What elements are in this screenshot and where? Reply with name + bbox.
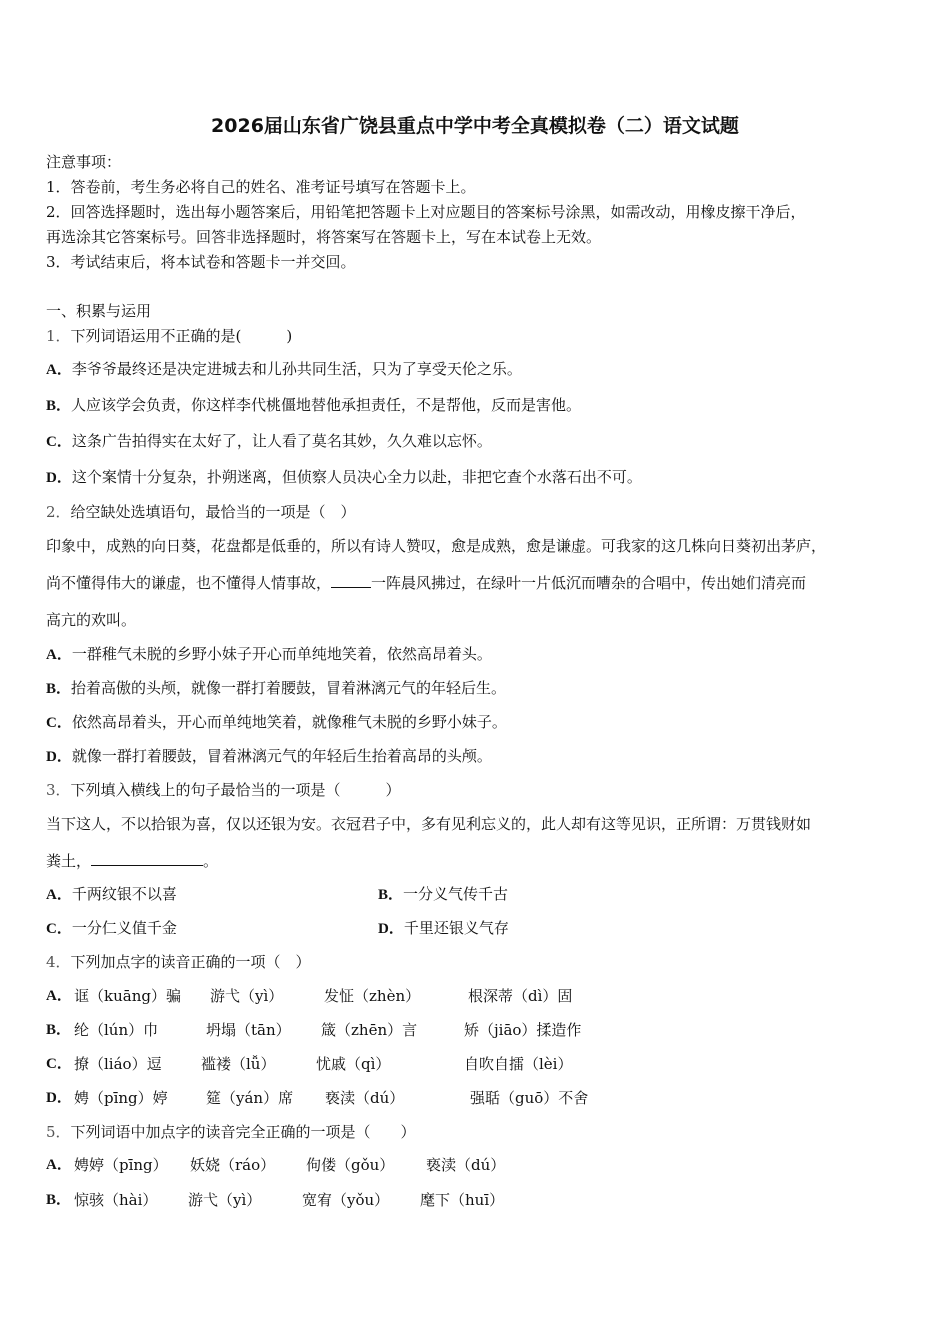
passage-text: 粪土， bbox=[46, 852, 92, 870]
option-d bbox=[46, 746, 492, 767]
option-c bbox=[46, 712, 507, 733]
option-text: 这个案情十分复杂，扑朔迷离，但侦察人员决心全力以赴，非把它查个水落石出不可。 bbox=[71, 468, 642, 486]
pinyin-word: 纶（lún）巾 bbox=[74, 1021, 159, 1039]
option-letter: A． bbox=[46, 988, 72, 1004]
pinyin-word: 矫（jiāo）揉造作 bbox=[464, 1021, 582, 1039]
notice-item: 2．回答选择题时，选出每小题答案后，用铅笔把答题卡上对应题目的答案标号涂黑，如需改动，用橡皮擦干净后， bbox=[46, 203, 806, 221]
question-4-stem bbox=[46, 952, 311, 972]
pinyin-word: 褴褛（lǚ） bbox=[201, 1055, 276, 1073]
answer-blank bbox=[91, 851, 203, 866]
pinyin-word: 妖娆（ráo） bbox=[190, 1156, 276, 1174]
question-text: 给空缺处选填语句，最恰当的一项是（ ） bbox=[70, 503, 356, 521]
passage-line: 当下这人，不以拾银为喜，仅以还银为安。衣冠君子中，多有见利忘义的，此人却有这等见识，正所谓：万贯钱财如 bbox=[46, 815, 812, 833]
passage-line bbox=[46, 851, 218, 871]
question-text: 下列词语运用不正确的是( ) bbox=[70, 327, 293, 345]
option-text: 李爷爷最终还是决定进城去和儿孙共同生活，只为了享受天伦之乐。 bbox=[71, 360, 522, 378]
pinyin-word: 撩（liáo）逗 bbox=[74, 1055, 162, 1073]
option-letter: A． bbox=[46, 362, 72, 378]
option-text: 这条广告拍得实在太好了，让人看了莫名其妙，久久难以忘怀。 bbox=[71, 432, 492, 450]
pinyin-word: 忧戚（qì） bbox=[316, 1055, 391, 1073]
option-letter: B． bbox=[46, 681, 72, 697]
option-letter: A． bbox=[46, 887, 72, 903]
passage-line: 高亢的欢叫。 bbox=[46, 611, 137, 629]
option-letter: C． bbox=[46, 1056, 72, 1072]
passage-text: 一阵晨风拂过，在绿叶一片低沉而嘈杂的合唱中，传出她们清亮而 bbox=[371, 574, 807, 592]
option-letter: D． bbox=[46, 1090, 72, 1106]
option-letter: A． bbox=[46, 647, 72, 663]
question-number: 5． bbox=[46, 1123, 71, 1141]
option-letter: B． bbox=[46, 1022, 72, 1038]
option-a bbox=[46, 884, 177, 905]
option-letter: D． bbox=[378, 921, 404, 937]
page-title: 2026届山东省广饶县重点中学中考全真模拟卷（二）语文试题 bbox=[211, 115, 739, 137]
pinyin-word: 麾下（huī） bbox=[420, 1191, 505, 1209]
pinyin-word: 发怔（zhèn） bbox=[324, 987, 421, 1005]
pinyin-word: 宽宥（yǒu） bbox=[302, 1191, 390, 1209]
question-number: 1． bbox=[46, 327, 71, 345]
notice-item: 3．考试结束后，将本试卷和答题卡一并交回。 bbox=[46, 253, 356, 271]
question-text: 下列加点字的读音正确的一项（ ） bbox=[70, 953, 311, 971]
pinyin-word: 自吹自擂（lèi） bbox=[464, 1055, 573, 1073]
option-letter: D． bbox=[46, 749, 72, 765]
option-letter: C． bbox=[46, 921, 72, 937]
option-c bbox=[46, 431, 492, 452]
option-c bbox=[46, 918, 177, 939]
pinyin-word: 惊骇（hài） bbox=[74, 1191, 158, 1209]
option-b bbox=[378, 884, 508, 905]
question-2-stem bbox=[46, 502, 356, 522]
pinyin-word: 娉（pīng）婷 bbox=[74, 1089, 168, 1107]
pinyin-word: 筵（yán）席 bbox=[206, 1089, 294, 1107]
passage-line bbox=[46, 573, 806, 593]
pinyin-word: 亵渎（dú） bbox=[426, 1156, 506, 1174]
section-heading: 一、积累与运用 bbox=[46, 302, 152, 320]
pinyin-word: 根深蒂（dì）固 bbox=[468, 987, 573, 1005]
pinyin-word: 游弋（yì） bbox=[188, 1191, 262, 1209]
option-letter: B． bbox=[46, 1192, 72, 1208]
pinyin-word: 坍塌（tān） bbox=[206, 1021, 291, 1039]
notice-item: 1．答卷前，考生务必将自己的姓名、准考证号填写在答题卡上。 bbox=[46, 178, 476, 196]
question-number: 2． bbox=[46, 503, 71, 521]
pinyin-word: 娉婷（pīng） bbox=[74, 1156, 168, 1174]
question-1-stem bbox=[46, 326, 292, 346]
option-text: 抬着高傲的头颅，就像一群打着腰鼓，冒着淋漓元气的年轻后生。 bbox=[71, 679, 507, 697]
option-text: 就像一群打着腰鼓，冒着淋漓元气的年轻后生抬着高昂的头颅。 bbox=[71, 747, 492, 765]
option-d bbox=[378, 918, 509, 939]
option-d bbox=[46, 467, 642, 488]
pinyin-word: 游弋（yì） bbox=[210, 987, 284, 1005]
pinyin-word: 强聒（guō）不舍 bbox=[470, 1089, 589, 1107]
question-text: 下列词语中加点字的读音完全正确的一项是（ ） bbox=[70, 1123, 416, 1141]
pinyin-word: 诓（kuāng）骗 bbox=[74, 987, 181, 1005]
option-letter: B． bbox=[378, 887, 404, 903]
notice-heading: 注意事项： bbox=[46, 153, 122, 171]
question-3-stem bbox=[46, 780, 401, 800]
option-text: 千里还银义气存 bbox=[403, 919, 509, 937]
option-text: 千两纹银不以喜 bbox=[71, 885, 177, 903]
question-5-stem bbox=[46, 1122, 416, 1142]
answer-blank bbox=[331, 573, 371, 588]
question-number: 4． bbox=[46, 953, 71, 971]
option-letter: D． bbox=[46, 470, 72, 486]
question-number: 3． bbox=[46, 781, 71, 799]
question-text: 下列填入横线上的句子最恰当的一项是（ ） bbox=[70, 781, 401, 799]
notice-item: 再选涂其它答案标号。回答非选择题时，将答案写在答题卡上，写在本试卷上无效。 bbox=[46, 228, 602, 246]
option-a bbox=[46, 644, 492, 665]
option-text: 一分仁义值千金 bbox=[71, 919, 177, 937]
option-b bbox=[46, 678, 506, 699]
option-text: 一群稚气未脱的乡野小妹子开心而单纯地笑着，依然高昂着头。 bbox=[71, 645, 492, 663]
pinyin-word: 箴（zhēn）言 bbox=[321, 1021, 418, 1039]
option-letter: C． bbox=[46, 434, 72, 450]
passage-text: 尚不懂得伟大的谦虚，也不懂得人情事故， bbox=[46, 574, 332, 592]
option-text: 人应该学会负责，你这样李代桃僵地替他承担责任，不是帮他，反而是害他。 bbox=[71, 396, 582, 414]
option-text: 一分义气传千古 bbox=[403, 885, 509, 903]
passage-line: 印象中，成熟的向日葵，花盘都是低垂的，所以有诗人赞叹，愈是成熟，愈是谦虚。可我家的这几株向日葵初出茅庐， bbox=[46, 537, 827, 555]
passage-text: 。 bbox=[203, 852, 219, 870]
pinyin-word: 亵渎（dú） bbox=[325, 1089, 405, 1107]
option-b bbox=[46, 395, 581, 416]
option-a bbox=[46, 359, 522, 380]
option-letter: A． bbox=[46, 1157, 72, 1173]
pinyin-word: 佝偻（gǒu） bbox=[306, 1156, 395, 1174]
option-letter: C． bbox=[46, 715, 72, 731]
option-text: 依然高昂着头，开心而单纯地笑着，就像稚气未脱的乡野小妹子。 bbox=[71, 713, 507, 731]
option-letter: B． bbox=[46, 398, 72, 414]
